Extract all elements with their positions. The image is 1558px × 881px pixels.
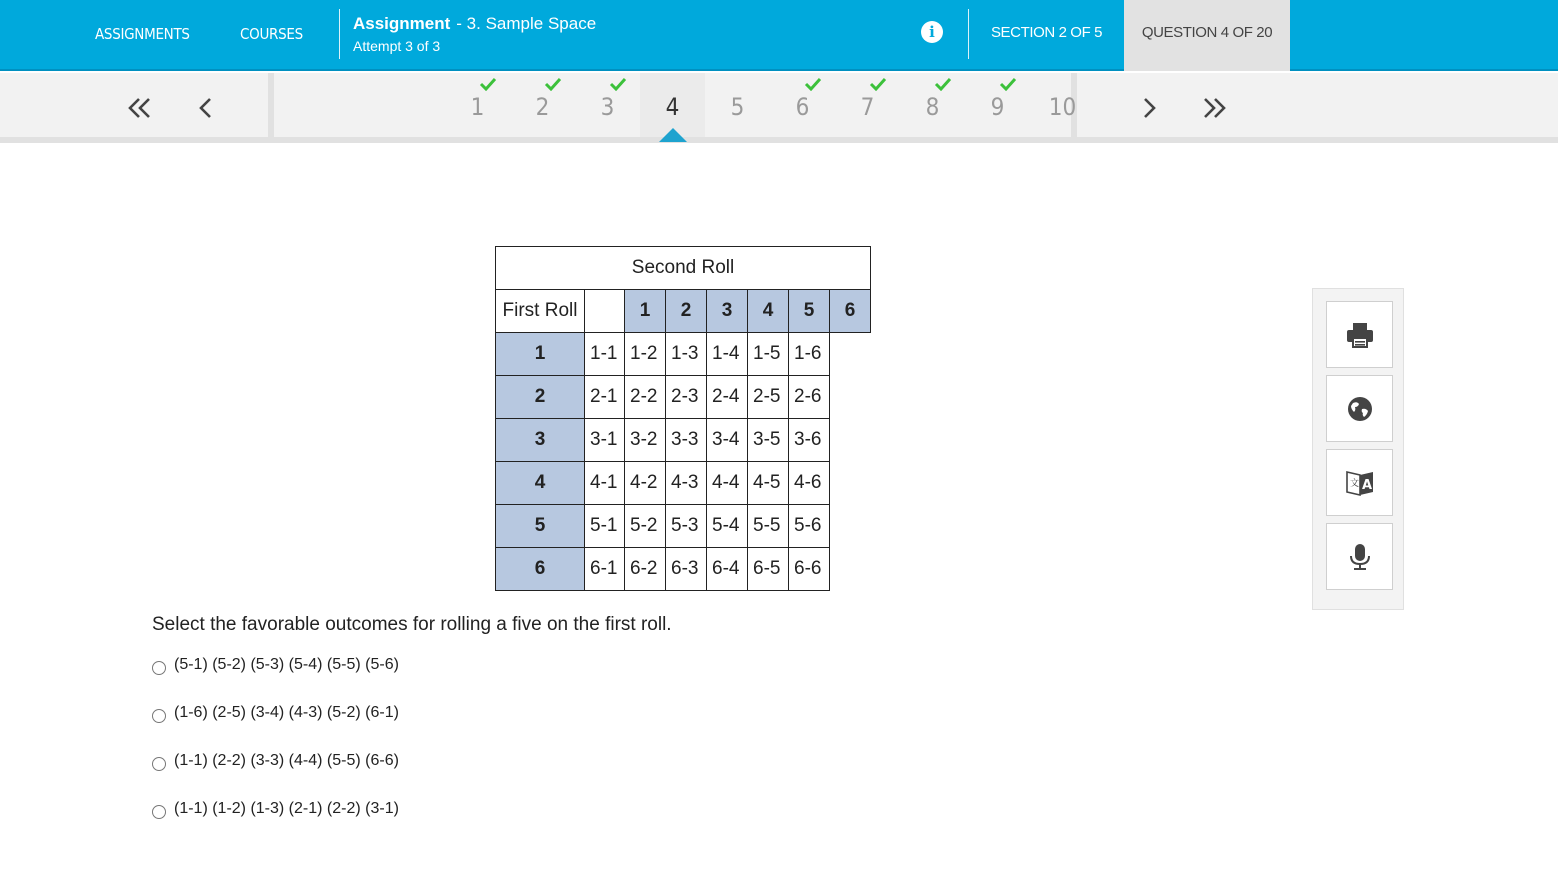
question-number-label: 10 [1048,93,1077,121]
outcome-cell: 1-1 [585,333,625,376]
outcome-cell: 6-1 [585,548,625,591]
outcome-cell: 4-2 [625,462,666,505]
info-icon[interactable]: i [921,21,943,43]
checkmark-icon [609,77,627,91]
outcome-cell: 6-2 [625,548,666,591]
answer-option-text: (1-6) (2-5) (3-4) (4-3) (5-2) (6-1) [174,704,399,721]
outcome-cell: 2-2 [625,376,666,419]
row-header: 1 [496,333,585,376]
question-number-8[interactable] [900,73,965,137]
checkmark-icon [999,77,1017,91]
checkmark-icon [869,77,887,91]
table-row [496,333,871,376]
outcome-cell: 4-3 [666,462,707,505]
tool-panel [1312,288,1404,610]
outcome-cell: 4-5 [748,462,789,505]
question-number-label: 9 [990,93,1005,121]
next-question-button[interactable] [1130,88,1170,128]
first-question-button[interactable] [120,88,160,128]
double-chevron-left-icon [120,88,160,128]
translate-button[interactable] [1326,449,1393,516]
question-number-label: 4 [665,93,680,121]
microphone-icon [1346,542,1374,572]
question-number-label: 5 [730,93,745,121]
outcome-cell: 4-6 [789,462,830,505]
microphone-button[interactable] [1326,523,1393,590]
question-number-label: 3 [600,93,615,121]
outcome-cell: 3-1 [585,419,625,462]
radio-button[interactable] [152,757,166,771]
outcome-cell: 2-3 [666,376,707,419]
question-number-label: 7 [860,93,875,121]
assignment-label: Assignment [353,14,451,33]
outcome-cell: 4-4 [707,462,748,505]
outcome-cell: 5-2 [625,505,666,548]
table-row [496,462,871,505]
question-indicator: QUESTION 4 OF 20 [1124,0,1290,71]
outcome-cell: 2-4 [707,376,748,419]
column-header: 2 [666,290,707,333]
last-question-button[interactable] [1194,88,1234,128]
checkmark-icon [934,77,952,91]
top-bar [0,0,1558,71]
header-divider [339,9,340,59]
question-number-label: 8 [925,93,940,121]
outcome-cell: 2-6 [789,376,830,419]
column-header-row [496,290,871,333]
question-number-label: 6 [795,93,810,121]
answer-option-text: (5-1) (5-2) (5-3) (5-4) (5-5) (5-6) [174,656,399,673]
outcome-cell: 5-5 [748,505,789,548]
outcome-cell: 1-2 [625,333,666,376]
column-header: 6 [830,290,871,333]
question-number-label: 2 [535,93,550,121]
previous-question-button[interactable] [186,88,226,128]
section-indicator: SECTION 2 OF 5 [990,24,1103,41]
column-header: 3 [707,290,748,333]
table-row [496,505,871,548]
side-label: First Roll [496,290,585,333]
print-button[interactable] [1326,301,1393,368]
row-header: 6 [496,548,585,591]
question-number-3[interactable] [575,73,640,137]
radio-button[interactable] [152,805,166,819]
question-number-label: 1 [470,93,485,121]
outcome-cell: 1-5 [748,333,789,376]
outcome-cell: 1-4 [707,333,748,376]
radio-button[interactable] [152,709,166,723]
column-header: 4 [748,290,789,333]
outcome-cell: 3-6 [789,419,830,462]
outcome-cell: 1-6 [789,333,830,376]
assignment-title [353,14,596,34]
question-number-9[interactable] [965,73,1030,137]
answer-option-4[interactable] [152,798,399,820]
double-chevron-right-icon [1194,88,1234,128]
question-number-2[interactable] [510,73,575,137]
assignment-name: - 3. Sample Space [456,14,597,33]
svg-text:A: A [1361,477,1372,493]
globe-icon [1346,395,1374,423]
question-number-5[interactable] [705,73,770,137]
outcome-cell: 5-3 [666,505,707,548]
nav-divider-left [268,73,274,137]
globe-button[interactable] [1326,375,1393,442]
answer-option-text: (1-1) (2-2) (3-3) (4-4) (5-5) (6-6) [174,752,399,769]
corner-cell [585,290,625,333]
checkmark-icon [479,77,497,91]
outcome-cell: 3-3 [666,419,707,462]
outcome-cell: 1-3 [666,333,707,376]
outcome-cell: 6-3 [666,548,707,591]
outcome-cell: 5-4 [707,505,748,548]
row-header: 4 [496,462,585,505]
outcome-cell: 3-5 [748,419,789,462]
question-number-7[interactable] [835,73,900,137]
outcome-cell: 5-6 [789,505,830,548]
radio-button[interactable] [152,661,166,675]
question-number-6[interactable] [770,73,835,137]
question-number-10[interactable] [1030,73,1095,137]
outcome-cell: 6-5 [748,548,789,591]
nav-courses[interactable]: COURSES [240,25,303,43]
question-navigation-border [0,137,1558,143]
answer-option-text: (1-1) (1-2) (1-3) (2-1) (2-2) (3-1) [174,800,399,817]
question-number-1[interactable] [445,73,510,137]
outcome-cell: 6-4 [707,548,748,591]
outcome-cell: 3-4 [707,419,748,462]
answer-option-1[interactable] [152,654,399,676]
outcome-cell: 2-5 [748,376,789,419]
checkmark-icon [544,77,562,91]
attempt-label: Attempt 3 of 3 [353,38,441,54]
outcome-cell: 2-1 [585,376,625,419]
row-header: 5 [496,505,585,548]
outcome-cell: 6-6 [789,548,830,591]
print-icon [1345,320,1375,350]
checkmark-icon [804,77,822,91]
row-header: 2 [496,376,585,419]
table-row [496,419,871,462]
current-question-marker [659,128,687,142]
outcome-cell: 4-1 [585,462,625,505]
answer-option-3[interactable] [152,750,399,772]
svg-text:文: 文 [1349,478,1359,489]
nav-assignments[interactable]: ASSIGNMENTS [95,25,190,43]
chevron-left-icon [186,88,226,128]
answer-option-2[interactable] [152,702,399,724]
sample-space-table [495,246,871,591]
table-row [496,376,871,419]
outcome-cell: 3-2 [625,419,666,462]
table-title: Second Roll [496,247,871,290]
translate-icon [1345,468,1375,498]
column-header: 5 [789,290,830,333]
chevron-right-icon [1130,88,1170,128]
row-header: 3 [496,419,585,462]
table-row [496,548,871,591]
question-prompt: Select the favorable outcomes for rolling a five on the first roll. [152,614,672,635]
column-header: 1 [625,290,666,333]
outcome-cell: 5-1 [585,505,625,548]
